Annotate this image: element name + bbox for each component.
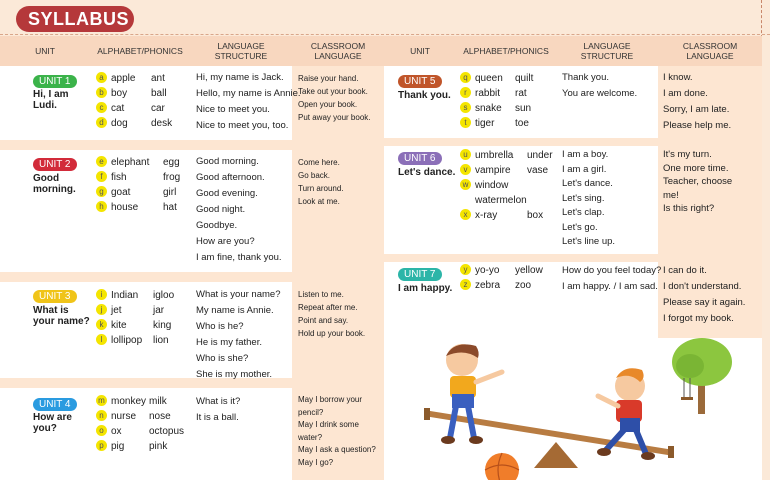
word: pig <box>111 441 125 452</box>
sentence: Nice to meet you. <box>196 104 270 115</box>
word: watermelon <box>475 195 527 206</box>
letter-icon: i <box>96 289 107 300</box>
letter-icon: s <box>460 102 471 113</box>
sentence: Please say it again. <box>663 297 746 308</box>
sentence: He is my father. <box>196 337 262 348</box>
sentence: What is it? <box>196 396 241 407</box>
sentence: Repeat after me. <box>298 303 358 312</box>
word: ball <box>151 88 167 99</box>
word: dog <box>111 118 128 129</box>
word: under <box>527 150 553 161</box>
letter-icon: b <box>96 87 107 98</box>
word: boy <box>111 88 128 99</box>
word: yellow <box>515 265 543 276</box>
sentence: Go back. <box>298 171 331 180</box>
sentence: Open your book. <box>298 100 358 109</box>
sentence: Turn around. <box>298 184 344 193</box>
letter-icon: x <box>460 209 471 220</box>
sentence: Good evening. <box>196 188 258 199</box>
letter-icon: v <box>460 164 471 175</box>
sentence: water? <box>298 432 323 442</box>
word: cat <box>111 103 125 114</box>
unit-1-badge: UNIT 1 <box>33 75 77 88</box>
sentence: May I go? <box>298 457 334 467</box>
unit-1-classroom <box>298 72 370 124</box>
illustration-seesaw <box>384 338 762 480</box>
unit-3-classroom <box>298 288 365 340</box>
title-bar <box>0 0 770 36</box>
sentence: How are you? <box>196 236 255 247</box>
sentence: Put away your book. <box>298 113 371 122</box>
word: Indian <box>111 290 139 301</box>
unit-4-phonics <box>96 394 184 454</box>
sentence: Teacher, choose <box>663 176 733 187</box>
unit-7-title: I am happy. <box>398 283 453 294</box>
word: rabbit <box>475 88 501 99</box>
sentence: It is a ball. <box>196 412 239 423</box>
header-classroom: CLASSROOM LANGUAGE <box>310 41 366 61</box>
letter-icon: w <box>460 179 471 190</box>
word: jar <box>153 305 165 316</box>
letter-icon: n <box>96 410 107 421</box>
row-gap <box>0 140 384 150</box>
sentence: I know. <box>663 72 693 83</box>
letter-icon: a <box>96 72 107 83</box>
sentence: I forgot my book. <box>663 313 734 324</box>
word: igloo <box>153 290 175 301</box>
unit-4-title: How are you? <box>33 412 72 434</box>
letter-icon: h <box>96 201 107 212</box>
sentence: Take out your book. <box>298 87 368 96</box>
word: desk <box>151 118 173 129</box>
sentence: Sorry, I am late. <box>663 104 730 115</box>
word: lollipop <box>111 335 143 346</box>
header-unit: UNIT <box>35 46 55 56</box>
word: fish <box>111 172 127 183</box>
sentence: Let's clap. <box>562 207 605 218</box>
word: elephant <box>111 157 150 168</box>
header-phonics: ALPHABET/PHONICS <box>97 46 183 56</box>
word: quilt <box>515 73 534 84</box>
sentence: Thank you. <box>562 72 609 83</box>
letter-icon: t <box>460 117 471 128</box>
sentence: Hi, my name is Jack. <box>196 72 284 83</box>
unit-5-title: Thank you. <box>398 90 451 101</box>
sentence: How do you feel today? <box>562 265 662 276</box>
sentence: Who is he? <box>196 321 244 332</box>
page-title: SYLLABUS <box>16 6 134 32</box>
word: ox <box>111 426 122 437</box>
header-phonics-right: ALPHABET/PHONICS <box>463 46 549 56</box>
sentence: pencil? <box>298 407 324 417</box>
word: octopus <box>149 426 185 437</box>
unit-6-structure <box>562 148 615 250</box>
unit-2-phonics <box>96 155 180 215</box>
letter-icon: r <box>460 87 471 98</box>
letter-icon: l <box>96 334 107 345</box>
word: yo-yo <box>475 265 500 276</box>
unit-4-badge: UNIT 4 <box>33 398 77 411</box>
unit-3-badge: UNIT 3 <box>33 290 77 303</box>
divider <box>0 34 770 35</box>
word: apple <box>111 73 136 84</box>
sentence: Good night. <box>196 204 246 215</box>
word: tiger <box>475 118 495 129</box>
sentence: Look at me. <box>298 197 340 206</box>
word: zebra <box>475 280 501 291</box>
sentence: Good afternoon. <box>196 172 265 183</box>
word: umbrella <box>475 150 514 161</box>
word: frog <box>163 172 181 183</box>
sentence: I don't understand. <box>663 281 742 292</box>
row-gap <box>384 138 762 146</box>
word: vampire <box>475 165 511 176</box>
sentence: Let's sing. <box>562 192 605 204</box>
letter-icon: g <box>96 186 107 197</box>
seesaw-scene-icon <box>384 338 762 480</box>
row-gap <box>384 254 762 262</box>
letter-icon: u <box>460 149 471 160</box>
sentence: Point and say. <box>298 316 349 325</box>
sentence: I am a boy. <box>562 149 609 160</box>
word: snake <box>475 103 502 114</box>
unit-2-structure <box>196 154 282 266</box>
letter-icon: o <box>96 425 107 436</box>
sentence: One more time. <box>663 162 729 174</box>
unit-5-phonics <box>460 71 533 131</box>
sentence: me! <box>663 189 679 201</box>
word: king <box>153 320 172 331</box>
word: hat <box>163 202 177 213</box>
word: nose <box>149 411 171 422</box>
sentence: Is this right? <box>663 203 715 214</box>
word: monkey <box>111 396 147 407</box>
sentence: Please help me. <box>663 120 732 131</box>
sentence: Let's line up. <box>562 236 616 247</box>
sentence: She is my mother. <box>196 369 273 380</box>
unit-7-structure <box>562 263 661 295</box>
word: pink <box>149 441 168 452</box>
letter-icon: y <box>460 264 471 275</box>
header-classroom-right: CLASSROOM LANGUAGE <box>682 41 738 61</box>
word: jet <box>111 305 122 316</box>
word: lion <box>153 335 169 346</box>
sentence: I am fine, thank you. <box>196 252 282 263</box>
unit-6-title: Let's dance. <box>398 167 456 178</box>
word: rat <box>515 88 527 99</box>
sentence: Come here. <box>298 158 340 167</box>
sentence: I am happy. / I am sad. <box>562 281 658 292</box>
word: ant <box>151 73 165 84</box>
unit-5-badge: UNIT 5 <box>398 75 442 88</box>
unit-7-phonics <box>460 263 543 293</box>
letter-icon: j <box>96 304 107 315</box>
word: goat <box>111 187 131 198</box>
word: girl <box>163 187 177 198</box>
sentence: It's my turn. <box>663 149 712 160</box>
unit-1-title: Hi, I am Ludi. <box>33 89 69 111</box>
letter-icon: f <box>96 171 107 182</box>
unit-6-phonics <box>460 148 553 223</box>
unit-5-classroom <box>663 70 731 134</box>
unit-3-title: What is your name? <box>33 305 90 327</box>
sentence: Hold up your book. <box>298 329 366 338</box>
word: zoo <box>515 280 532 291</box>
sentence: May I drink some <box>298 420 359 429</box>
letter-icon: p <box>96 440 107 451</box>
unit-6-badge: UNIT 6 <box>398 152 442 165</box>
letter-icon: q <box>460 72 471 83</box>
sentence: Let's dance. <box>562 178 613 189</box>
sentence: May I borrow your <box>298 395 363 404</box>
letter-icon: k <box>96 319 107 330</box>
unit-1-structure <box>196 70 301 134</box>
sentence: I can do it. <box>663 265 707 276</box>
header-language: LANGUAGE STRUCTURE <box>214 41 268 61</box>
word: queen <box>475 73 503 84</box>
word: egg <box>163 157 180 168</box>
row-gap <box>0 378 384 388</box>
sentence: Hello, my name is Annie. <box>196 88 301 99</box>
unit-7-badge: UNIT 7 <box>398 268 442 281</box>
row-gap <box>0 272 384 282</box>
unit-2-badge: UNIT 2 <box>33 158 77 171</box>
word: car <box>151 103 165 114</box>
word: window <box>475 180 509 191</box>
header-language-right: LANGUAGE STRUCTURE <box>580 41 634 61</box>
sentence: My name is Annie. <box>196 305 274 316</box>
sentence: May I ask a question? <box>298 445 376 454</box>
unit-4-structure <box>196 394 240 426</box>
word: kite <box>111 320 127 331</box>
header-unit-right: UNIT <box>410 46 430 56</box>
sentence: I am a girl. <box>562 163 607 175</box>
unit-5-structure <box>562 70 637 102</box>
word: sun <box>515 103 532 114</box>
sentence: Who is she? <box>196 353 249 364</box>
sentence: You are welcome. <box>562 88 638 99</box>
word: vase <box>527 165 549 176</box>
sentence: Nice to meet you, too. <box>196 120 289 131</box>
letter-icon: d <box>96 117 107 128</box>
word: toe <box>515 118 529 129</box>
sentence: What is your name? <box>196 289 281 300</box>
letter-icon: z <box>460 279 471 290</box>
letter-icon: e <box>96 156 107 167</box>
unit-3-phonics <box>96 288 174 348</box>
sentence: Goodbye. <box>196 220 238 231</box>
word: box <box>527 210 544 221</box>
unit-2-title: Good morning. <box>33 173 76 195</box>
unit-3-structure <box>196 287 280 383</box>
sentence: Listen to me. <box>298 290 344 299</box>
sentence: Good morning. <box>196 156 259 167</box>
letter-icon: m <box>96 395 107 406</box>
sentence: Let's go. <box>562 221 598 233</box>
unit-4-classroom <box>298 394 376 469</box>
word: x-ray <box>475 210 498 221</box>
sentence: I am done. <box>663 88 708 99</box>
unit-2-classroom <box>298 156 344 208</box>
word: nurse <box>111 411 137 422</box>
unit-1-phonics <box>96 71 172 131</box>
letter-icon: c <box>96 102 107 113</box>
word: house <box>111 202 139 213</box>
sentence: Raise your hand. <box>298 74 359 83</box>
unit-6-classroom <box>663 148 732 216</box>
word: milk <box>149 396 167 407</box>
unit-7-classroom <box>663 263 745 327</box>
